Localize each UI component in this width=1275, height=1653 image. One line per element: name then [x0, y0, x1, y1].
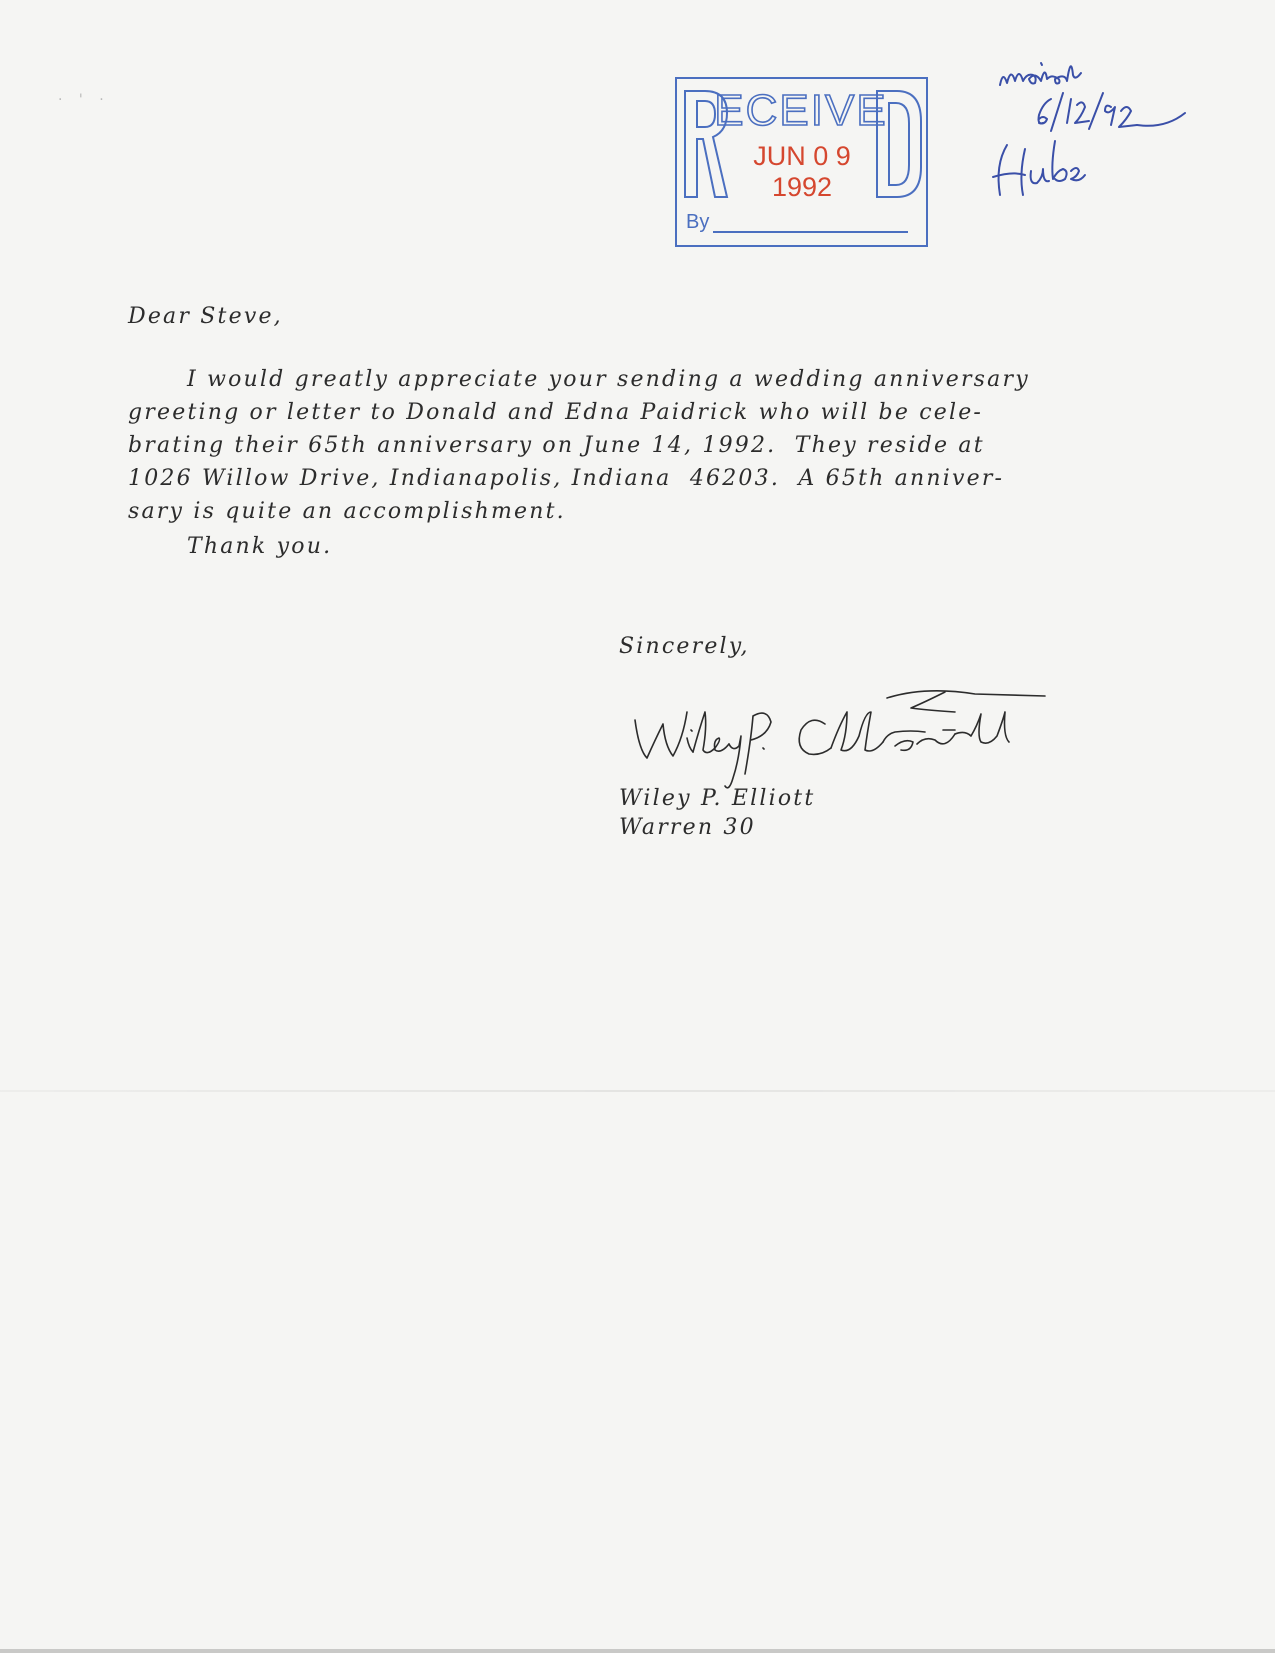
body-line: brating their 65th anniversary on June 14, 1992. They reside at [128, 433, 985, 458]
page-bottom-edge [0, 1649, 1275, 1653]
signer-name: Wiley P. Elliott [619, 786, 816, 811]
body-line: sary is quite an accomplishment. [128, 499, 566, 524]
signer-title: Warren 30 [619, 815, 756, 840]
handwritten-mailed-note [985, 45, 1255, 215]
received-by-label: By [686, 211, 710, 233]
received-stamp [675, 77, 928, 247]
body-line: I would greatly appreciate your sending a wedding anniversary [187, 367, 1030, 392]
body-line: greeting or letter to Donald and Edna Paidrick who will be cele- [128, 400, 984, 425]
received-by-line [713, 231, 908, 233]
received-date: JUN 0 9 1992 [753, 141, 851, 202]
paper-smudge: · ' · [58, 92, 110, 108]
paper-fold-line [0, 1090, 1275, 1092]
closing: Sincerely, [619, 634, 750, 659]
thanks-line: Thank you. [187, 534, 333, 559]
svg-text:ECEIVE: ECEIVE [714, 86, 888, 135]
salutation: Dear Steve, [128, 304, 283, 329]
signature-image [625, 690, 1105, 820]
body-line: 1026 Willow Drive, Indianapolis, Indiana 46203. A 65th anniver- [128, 466, 1005, 491]
